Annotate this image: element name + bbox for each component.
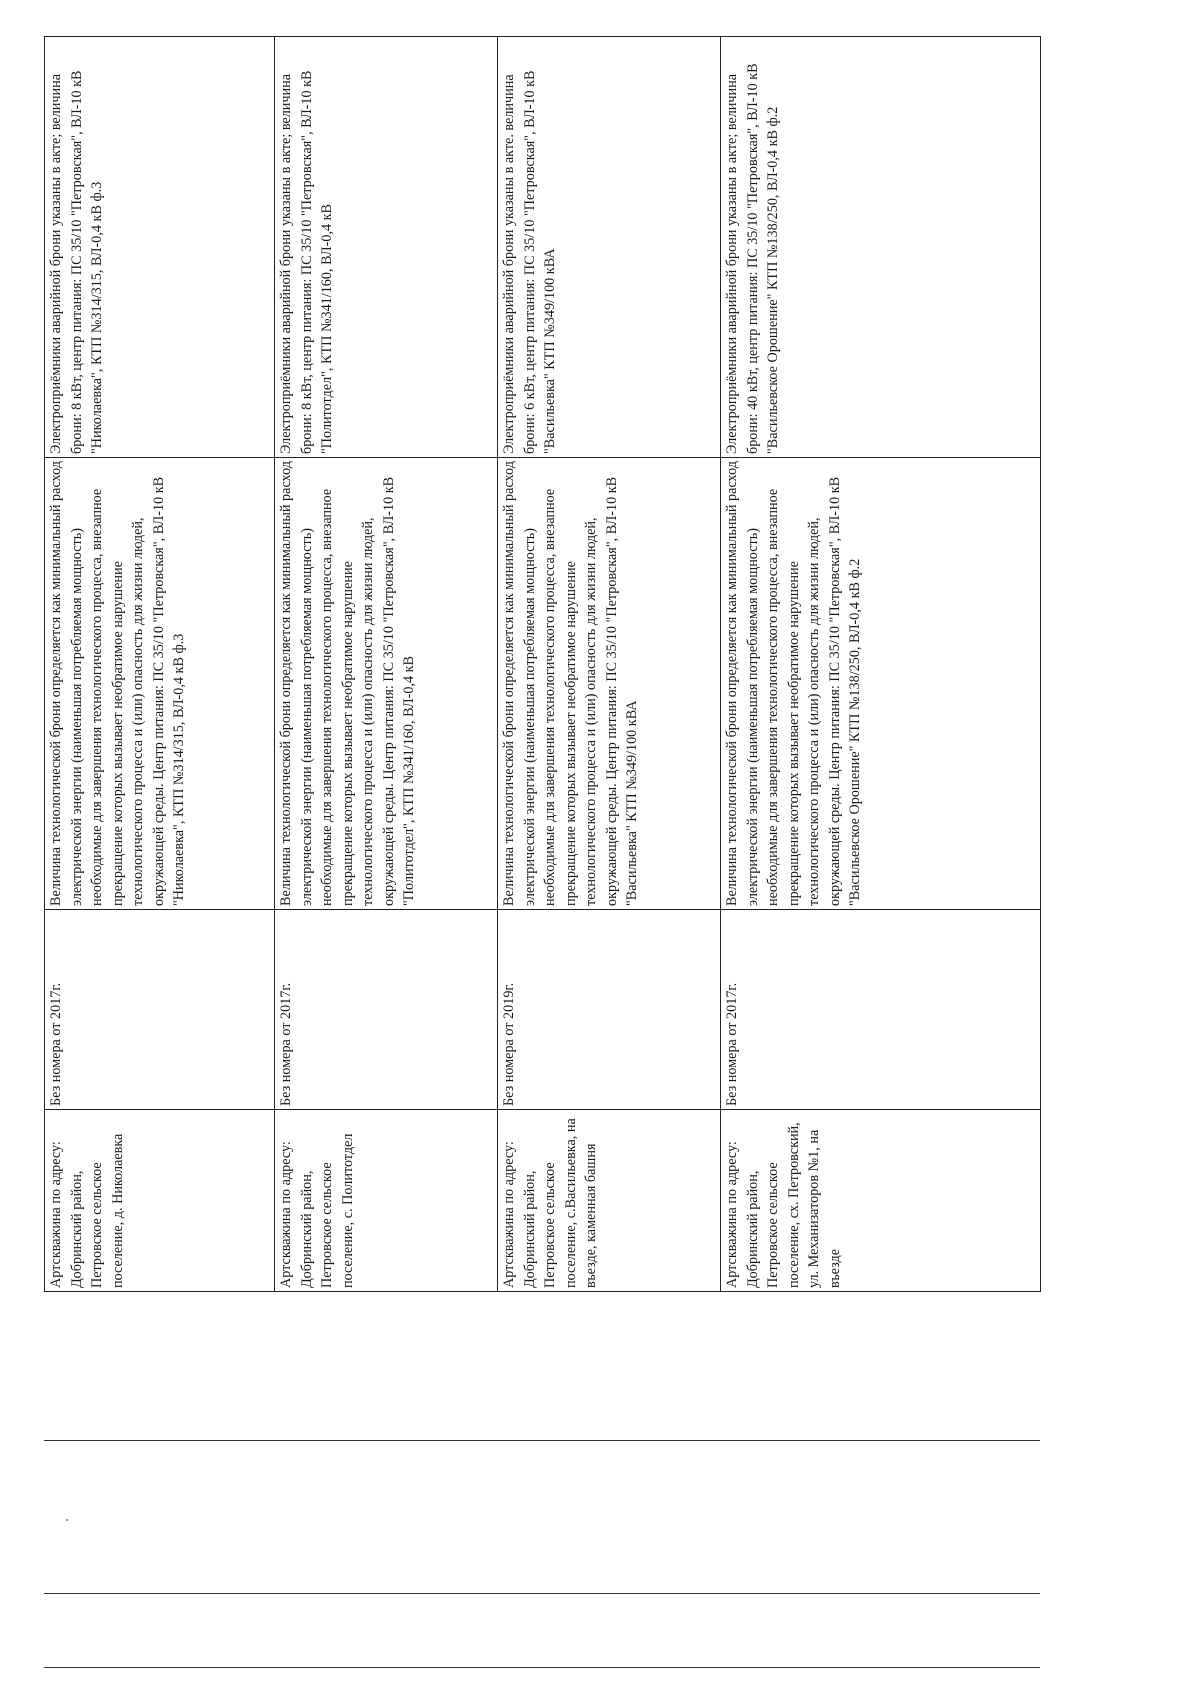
emergency-reserve-cell: Электроприёмники аварийной брони указаны в акте; величина брони: 8 кВт, центр питания: ПС 35/10 "Петровская", ВЛ-10 кВ "Николаевка", КТП №314/315, ВЛ-0,4 кВ ф.3 <box>45 37 275 458</box>
table-row <box>275 37 498 1292</box>
location-cell: Артскважина по адресу: Добринский район, Петровское сельское поселение, д. Николаевка <box>45 1110 275 1292</box>
table-row <box>498 37 721 1292</box>
emergency-reserve-cell: Электроприёмники аварийной брони указаны в акте. величина брони: 6 кВт, центр питания: ПС 35/10 "Петровская", ВЛ-10 кВ "Васильевка" КТП №349/100 кВА <box>498 37 721 458</box>
rotated-table-container <box>44 37 1040 1292</box>
act-cell: Без номера от 2017г. <box>721 910 1041 1110</box>
power-reserve-table <box>44 36 1041 1292</box>
horizontal-rule <box>44 1593 1040 1594</box>
location-cell: Артскважина по адресу: Добринский район, Петровское сельское поселение, с.Васильевка, на въезде, каменная башня <box>498 1110 721 1292</box>
act-cell: Без номера от 2019г. <box>498 910 721 1110</box>
location-cell: Артскважина по адресу: Добринский район, Петровское сельское поселение, сх. Петровский, ул. Механизаторов №1, на въезде <box>721 1110 1041 1292</box>
act-cell: Без номера от 2017г. <box>275 910 498 1110</box>
table-row <box>45 37 275 1292</box>
emergency-reserve-cell: Электроприёмники аварийной брони указаны в акте; величина брони: 40 кВт, центр питания: ПС 35/10 "Петровская", ВЛ-10 кВ "Васильевское Орошение" КТП №138/250, ВЛ-0,4 кВ ф.2 <box>721 37 1041 458</box>
act-cell: Без номера от 2017г. <box>45 910 275 1110</box>
emergency-reserve-cell: Электроприёмники аварийной брони указаны в акте; величина брони: 8 кВт, центр питания: ПС 35/10 "Петровская", ВЛ-10 кВ "Политотдел", КТП №341/160, ВЛ-0,4 кВ <box>275 37 498 458</box>
location-cell: Артскважина по адресу: Добринский район, Петровское сельское поселение, с. Политотдел <box>275 1110 498 1292</box>
horizontal-rule <box>44 1440 1040 1441</box>
scan-speck <box>66 1519 68 1521</box>
tech-reserve-cell: Величина технологической брони определяется как минимальный расход электрической энергии (наименьшая потребляемая мощность) необходимые для завершения технологического процесса, внезапное прекращение которых вызывает необратимое нарушение технологического процесса и (или) опасность для жизни людей, окружающей среды. Центр питания: ПС 35/10 "Петровская", ВЛ-10 кВ "Николаевка", КТП №314/315, ВЛ-0,4 кВ ф.3 <box>45 458 275 910</box>
horizontal-rule <box>44 1667 1040 1668</box>
tech-reserve-cell: Величина технологической брони определяется как минимальный расход электрической энергии (наименьшая потребляемая мощность) необходимые для завершения технологического процесса, внезапное прекращение которых вызывает необратимое нарушение технологического процесса и (или) опасность для жизни людей, окружающей среды. Центр питания: ПС 35/10 "Петровская", ВЛ-10 кВ "Политотдел", КТП №341/160, ВЛ-0,4 кВ <box>275 458 498 910</box>
tech-reserve-cell: Величина технологической брони определяется как минимальный расход электрической энергии (наименьшая потребляемая мощность) необходимые для завершения технологического процесса, внезапное прекращение которых вызывает необратимое нарушение технологического процесса и (или) опасность для жизни людей, окружающей среды. Центр питания: ПС 35/10 "Петровская", ВЛ-10 кВ "Васильевское Орошение" КТП №138/250, ВЛ-0,4 кВ ф.2 <box>721 458 1041 910</box>
table-row <box>721 37 1041 1292</box>
tech-reserve-cell: Величина технологической брони определяется как минимальный расход электрической энергии (наименьшая потребляемая мощность) необходимые для завершения технологического процесса, внезапное прекращение которых вызывает необратимое нарушение технологического процесса и (или) опасность для жизни людей, окружающей среды. Центр питания: ПС 35/10 "Петровская", ВЛ-10 кВ "Васильевка" КТП №349/100 кВА <box>498 458 721 910</box>
